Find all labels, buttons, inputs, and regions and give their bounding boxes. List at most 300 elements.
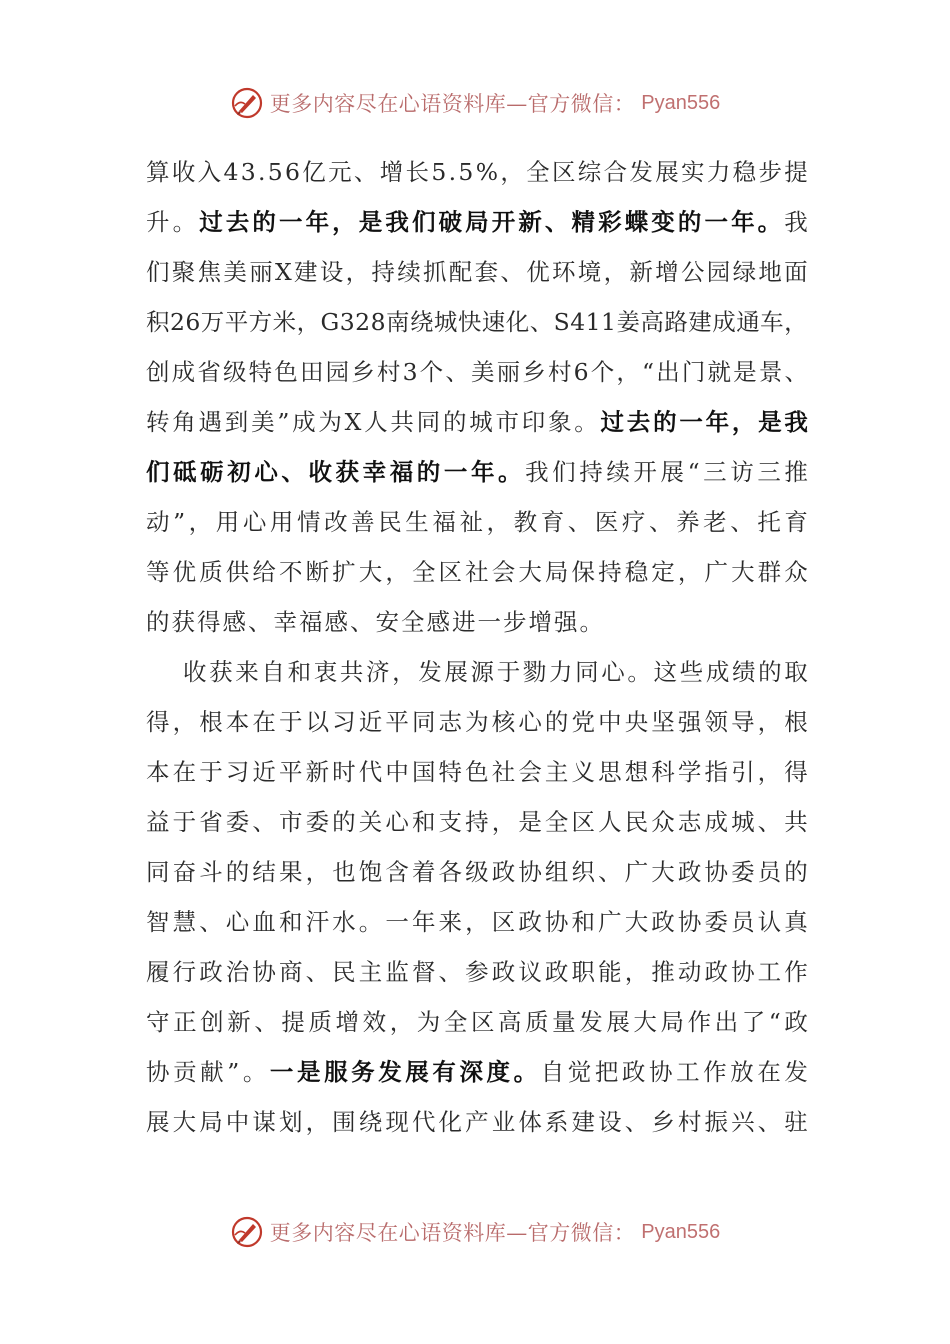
body-text: ， <box>305 858 330 886</box>
body-text: 工 <box>757 958 782 986</box>
text-line <box>146 1097 808 1147</box>
body-text: 色 <box>274 358 298 386</box>
body-text: 政 <box>621 1058 646 1086</box>
body-text: 发 <box>629 158 653 186</box>
body-text: 三 <box>703 458 727 486</box>
body-text: ， <box>491 808 516 836</box>
body-text: 出 <box>656 358 680 386</box>
body-text: 2 <box>355 308 371 336</box>
body-text: ” <box>173 508 186 536</box>
body-text: 通 <box>736 308 760 336</box>
body-text: 抓 <box>423 258 447 286</box>
body-text: 感 <box>324 608 350 636</box>
body-text: 速 <box>481 308 506 336</box>
body-text: 本 <box>225 708 250 736</box>
body-text: 政 <box>199 958 223 986</box>
bold-text: 精 <box>571 208 595 236</box>
body-text: 同 <box>575 658 599 686</box>
body-text: 守 <box>146 1008 170 1036</box>
bold-text: 我 <box>784 408 808 436</box>
body-text: 局 <box>660 1008 684 1036</box>
body-text: 益 <box>146 808 170 836</box>
bold-text: 的 <box>677 208 702 236</box>
body-text: 展 <box>444 658 468 686</box>
body-text: 共 <box>390 408 414 436</box>
body-text: 斗 <box>199 858 223 886</box>
body-text: 、 <box>624 1108 649 1136</box>
body-text: 全 <box>411 558 436 586</box>
body-text: 稳 <box>732 158 757 186</box>
body-text: 就 <box>707 358 732 386</box>
text-line <box>146 797 808 847</box>
body-text: 续 <box>606 458 630 486</box>
body-text: 建 <box>294 258 318 286</box>
bold-text: 去 <box>225 208 250 236</box>
text-line <box>146 847 808 897</box>
body-text: 血 <box>252 908 276 936</box>
body-text: 的 <box>544 708 569 736</box>
body-text: 得 <box>146 708 170 736</box>
body-text: 中 <box>598 708 622 736</box>
body-text: 个 <box>590 358 615 386</box>
body-text: 绕 <box>358 1108 383 1136</box>
body-text: 协 <box>544 908 569 936</box>
bold-text: 年 <box>731 208 755 236</box>
body-text: 强 <box>554 608 580 636</box>
body-text: 育 <box>540 508 565 536</box>
body-text: 套 <box>474 258 499 286</box>
body-text: 参 <box>465 958 489 986</box>
body-text: 高 <box>640 308 664 336</box>
body-text: . <box>257 158 266 186</box>
body-text: 一 <box>477 608 503 636</box>
body-text: 托 <box>757 508 781 536</box>
header-watermark-banner <box>0 83 950 123</box>
body-text: 设 <box>319 258 344 286</box>
body-text: 三 <box>757 458 781 486</box>
body-text: 市 <box>278 808 303 836</box>
body-text: 增 <box>528 608 554 636</box>
body-text: 衷 <box>313 658 338 686</box>
body-text: 城 <box>731 808 755 836</box>
body-text: 的 <box>784 858 808 886</box>
body-text: 共 <box>784 808 808 836</box>
body-text: 车 <box>760 308 784 336</box>
body-text: 特 <box>438 758 463 786</box>
body-text: 作 <box>703 1058 727 1086</box>
body-text: 心 <box>601 658 625 686</box>
body-text: ， <box>757 708 782 736</box>
body-text: “ <box>687 458 700 486</box>
bold-text: 度 <box>486 1058 511 1086</box>
body-text: 协 <box>677 908 702 936</box>
body-text: 慧 <box>172 908 197 936</box>
body-text: 、 <box>598 858 622 886</box>
body-text: 展 <box>655 158 679 186</box>
body-text: 获 <box>171 608 197 636</box>
body-text: 是 <box>518 808 542 836</box>
body-text: 、 <box>500 258 524 286</box>
body-text: 协 <box>704 858 728 886</box>
body-text: 育 <box>784 508 808 536</box>
text-line <box>146 397 808 447</box>
body-text: 2 <box>169 308 185 336</box>
body-text: 人 <box>364 408 388 436</box>
body-text: 大 <box>518 558 542 586</box>
body-text: . <box>448 158 457 186</box>
body-text: ， <box>465 908 489 936</box>
body-text: 国 <box>411 758 436 786</box>
body-text: 习 <box>225 758 250 786</box>
body-text: 取 <box>784 658 808 686</box>
body-text: 收 <box>171 158 196 186</box>
body-text: 政 <box>651 908 675 936</box>
body-text: 政 <box>518 908 542 936</box>
body-text: 大 <box>651 858 675 886</box>
body-text: 长 <box>405 158 430 186</box>
body-text: 持 <box>579 458 603 486</box>
text-line <box>146 547 808 597</box>
body-text: ， <box>389 1008 414 1036</box>
body-text: 政 <box>491 858 516 886</box>
bold-text: 。 <box>757 208 782 236</box>
body-text: 提 <box>281 1008 305 1036</box>
body-text: 划 <box>278 1108 303 1136</box>
bold-text: 们 <box>411 208 436 236</box>
body-text: 优 <box>172 558 197 586</box>
body-text: 真 <box>784 908 808 936</box>
body-text: 民 <box>378 508 402 536</box>
body-text: 职 <box>571 958 595 986</box>
body-text: 福 <box>299 608 325 636</box>
body-text: 成 <box>705 658 730 686</box>
body-text: 发 <box>418 658 442 686</box>
body-text: 福 <box>432 508 456 536</box>
body-text: 水 <box>332 908 356 936</box>
body-text: 美 <box>470 358 495 386</box>
body-text: 成 <box>712 308 736 336</box>
bold-text: 获 <box>335 458 360 486</box>
body-text: 级 <box>222 358 247 386</box>
body-text: 、 <box>353 158 378 186</box>
body-text: 祉 <box>459 508 483 536</box>
body-text: 行 <box>172 958 197 986</box>
body-text: 履 <box>146 958 170 986</box>
body-text: 级 <box>465 858 489 886</box>
body-text: 大 <box>624 908 649 936</box>
body-text: 主 <box>544 758 569 786</box>
bold-text: 一 <box>278 208 303 236</box>
body-text: 想 <box>624 758 649 786</box>
body-text: 质 <box>308 1008 332 1036</box>
body-text: 会 <box>491 558 516 586</box>
body-text: 局 <box>199 1108 223 1136</box>
body-text: 地 <box>758 258 782 286</box>
body-text: 医 <box>594 508 619 536</box>
body-text: 绩 <box>731 658 756 686</box>
bold-text: 变 <box>651 208 675 236</box>
body-text: 发 <box>784 1058 808 1086</box>
text-line <box>146 997 808 1047</box>
body-text: 质 <box>199 558 223 586</box>
body-text: 区 <box>438 558 463 586</box>
body-text: 、 <box>567 508 592 536</box>
body-text: 商 <box>278 958 303 986</box>
body-text: 围 <box>332 1108 356 1136</box>
body-text: 南 <box>385 308 410 336</box>
body-text: 万 <box>200 308 225 336</box>
body-text: 着 <box>411 858 436 886</box>
body-text: 扩 <box>332 558 356 586</box>
bold-text: 新 <box>518 208 542 236</box>
body-text: 年 <box>411 908 436 936</box>
body-text: 1 <box>601 308 616 336</box>
bold-text: 去 <box>626 408 651 436</box>
bold-text: 的 <box>416 458 441 486</box>
body-text: 共 <box>339 658 364 686</box>
body-text: 景 <box>758 358 783 386</box>
body-text: 快 <box>457 308 482 336</box>
body-text: 展 <box>606 1008 630 1036</box>
body-text: 给 <box>252 558 276 586</box>
body-text: 志 <box>677 808 702 836</box>
body-text: 协 <box>146 1058 170 1086</box>
body-text: 领 <box>704 708 728 736</box>
body-text: 济 <box>365 658 390 686</box>
body-text: 引 <box>731 758 755 786</box>
body-text: 城 <box>433 308 458 336</box>
banner-text: 更多内容尽在心语资料库—官方微信： <box>269 1221 636 1245</box>
body-text: 区 <box>571 808 595 836</box>
body-text: 。 <box>172 208 197 236</box>
body-text: 村 <box>376 358 401 386</box>
body-text: 委 <box>731 858 755 886</box>
body-text: 。 <box>579 608 605 636</box>
body-text: ， <box>486 508 511 536</box>
body-text: 义 <box>571 758 595 786</box>
body-text: 、 <box>757 1108 782 1136</box>
body-text: 平 <box>224 308 249 336</box>
body-text: 的 <box>146 608 172 636</box>
body-text: 印 <box>521 408 546 436</box>
body-text: 也 <box>332 858 356 886</box>
body-text: 。 <box>242 1058 267 1086</box>
body-text: ， <box>305 1108 330 1136</box>
body-text: 到 <box>224 408 249 436</box>
body-text: 聚 <box>171 258 196 286</box>
body-text: 展 <box>146 1108 170 1136</box>
bold-text: 展 <box>405 1058 429 1086</box>
body-text: 村 <box>547 358 572 386</box>
body-text: 象 <box>548 408 572 436</box>
bold-text: 过 <box>600 408 625 436</box>
body-text: 6 <box>285 158 300 186</box>
body-text: 焦 <box>197 258 222 286</box>
body-text: 自 <box>261 658 285 686</box>
body-text: 的 <box>225 858 250 886</box>
body-text: 进 <box>452 608 478 636</box>
bold-text: 福 <box>389 458 414 486</box>
text-line <box>146 147 808 197</box>
body-text: 奋 <box>172 858 197 886</box>
text-line <box>146 697 808 747</box>
body-text: ， <box>296 308 321 336</box>
body-text: 。 <box>358 908 383 936</box>
body-text: 幸 <box>273 608 299 636</box>
body-text: 5 <box>431 158 447 186</box>
body-text: 增 <box>379 158 404 186</box>
body-text: 成 <box>171 358 196 386</box>
body-text: 近 <box>252 758 276 786</box>
body-text: 指 <box>704 758 728 786</box>
body-text: 环 <box>551 258 576 286</box>
body-text: 持 <box>371 258 395 286</box>
bold-text: 是 <box>758 408 782 436</box>
body-text: 代 <box>411 1108 436 1136</box>
body-text: 化 <box>505 308 530 336</box>
body-text: 我 <box>784 208 808 236</box>
body-text: 美 <box>251 408 275 436</box>
body-text: 大 <box>172 1108 197 1136</box>
body-text: 众 <box>651 808 675 836</box>
body-text: 大 <box>731 558 755 586</box>
text-line <box>146 447 808 497</box>
body-text: 生 <box>405 508 429 536</box>
body-text: 来 <box>235 658 259 686</box>
body-text: 群 <box>757 558 782 586</box>
body-text: 成 <box>292 408 316 436</box>
body-text: 放 <box>730 1058 754 1086</box>
body-text: 疗 <box>621 508 646 536</box>
body-text: 业 <box>491 1108 516 1136</box>
banner-wechat-id: Pyan556 <box>641 91 721 114</box>
body-text: 区 <box>551 158 576 186</box>
body-text: 绿 <box>732 258 757 286</box>
body-text: “ <box>642 358 655 386</box>
body-text: 代 <box>358 758 383 786</box>
body-text: 实 <box>681 158 705 186</box>
body-text: 3 <box>402 358 418 386</box>
body-text: 老 <box>703 508 727 536</box>
body-text: 员 <box>757 858 782 886</box>
body-text: 供 <box>225 558 250 586</box>
body-text: ， <box>677 558 702 586</box>
body-text: 全 <box>544 808 569 836</box>
body-text: 、 <box>445 358 469 386</box>
body-text: 公 <box>680 258 705 286</box>
body-text: 监 <box>385 958 409 986</box>
body-text: 面 <box>784 258 808 286</box>
body-text: 广 <box>624 858 649 886</box>
bold-text: 的 <box>653 408 677 436</box>
body-text: 感 <box>222 608 248 636</box>
bold-text: 砥 <box>173 458 197 486</box>
body-text: 新 <box>629 258 653 286</box>
bold-text: 一 <box>269 1058 294 1086</box>
body-text: 化 <box>438 1108 463 1136</box>
bold-text: 局 <box>465 208 489 236</box>
body-text: G <box>320 308 340 336</box>
text-line <box>146 647 808 697</box>
bold-text: 我 <box>385 208 409 236</box>
body-text: 情 <box>296 508 321 536</box>
body-text: 督 <box>411 958 436 986</box>
body-text: 协 <box>649 1058 673 1086</box>
body-text: 中 <box>225 1108 250 1136</box>
body-text: 新 <box>305 758 330 786</box>
body-text: 综 <box>577 158 602 186</box>
body-text: 近 <box>358 708 383 736</box>
body-text: ， <box>784 308 808 336</box>
bold-text: 砺 <box>200 458 224 486</box>
body-text: 贡 <box>173 1058 197 1086</box>
body-text: 感 <box>426 608 452 636</box>
body-text: ， <box>385 558 409 586</box>
body-text: 和 <box>411 808 436 836</box>
body-text: 坚 <box>651 708 675 736</box>
body-text: 主 <box>358 958 383 986</box>
body-text: 等 <box>146 558 170 586</box>
body-text: 和 <box>571 908 595 936</box>
bold-text: 蝶 <box>624 208 649 236</box>
body-text: 个 <box>419 358 444 386</box>
body-text: 科 <box>651 758 675 786</box>
body-text: 持 <box>465 808 489 836</box>
body-text: 觉 <box>567 1058 592 1086</box>
body-text: 能 <box>598 958 622 986</box>
body-text: 强 <box>677 708 702 736</box>
body-text: 智 <box>146 908 170 936</box>
body-text: 、 <box>529 308 554 336</box>
bold-text: 务 <box>351 1058 375 1086</box>
body-text: 现 <box>385 1108 409 1136</box>
body-text: 们 <box>552 458 576 486</box>
body-text: 、 <box>252 808 276 836</box>
body-text: 政 <box>544 958 569 986</box>
body-text: 增 <box>655 258 679 286</box>
body-text: 访 <box>730 458 754 486</box>
body-text: 会 <box>518 758 542 786</box>
body-text: 核 <box>491 708 516 736</box>
bold-text: 年 <box>470 458 495 486</box>
body-text: 建 <box>571 1108 595 1136</box>
body-text: 省 <box>199 808 223 836</box>
body-text: 治 <box>225 958 250 986</box>
bold-text: 一 <box>443 458 468 486</box>
body-text: 、 <box>248 608 274 636</box>
body-text: 平 <box>278 758 303 786</box>
pen-logo-icon <box>230 1215 264 1249</box>
body-text: 含 <box>385 858 409 886</box>
bold-text: 。 <box>513 1058 538 1086</box>
body-text: 新 <box>227 1008 251 1036</box>
body-text: 同 <box>416 408 441 436</box>
body-text: 5 <box>267 158 283 186</box>
body-text: 提 <box>784 158 808 186</box>
body-text: 4 <box>223 158 239 186</box>
body-text: 角 <box>172 408 196 436</box>
body-text: 广 <box>704 558 728 586</box>
body-text: 展 <box>660 458 684 486</box>
body-text: 这 <box>653 658 678 686</box>
body-text: 6 <box>573 358 589 386</box>
body-text: 出 <box>714 1008 739 1036</box>
body-text: 导 <box>731 708 755 736</box>
body-text: 、 <box>350 608 376 636</box>
body-text: 议 <box>518 958 542 986</box>
bold-text: ， <box>332 208 356 236</box>
body-text: 全 <box>526 158 550 186</box>
